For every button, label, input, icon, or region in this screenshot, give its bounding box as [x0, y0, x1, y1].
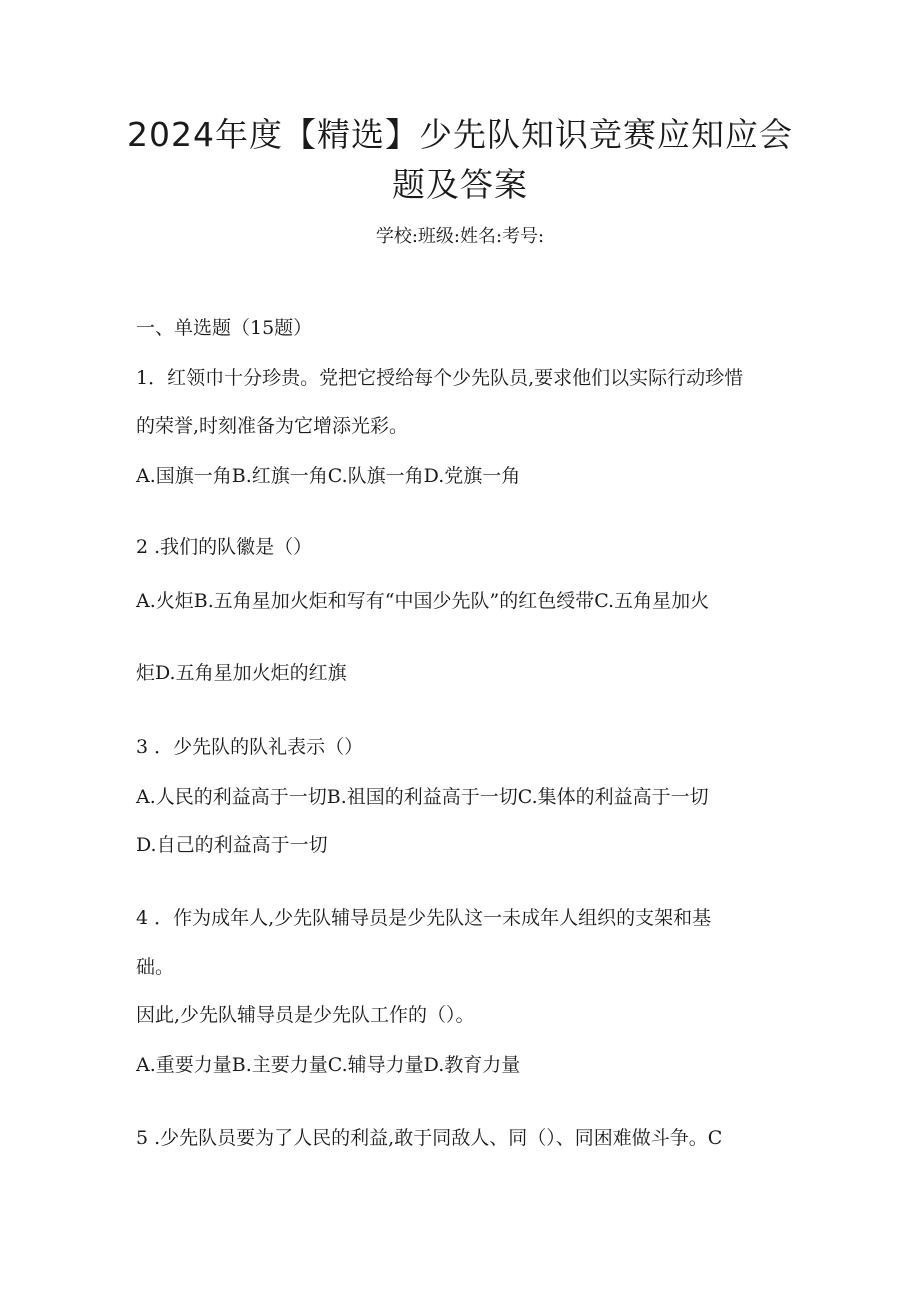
question-4-text: 4 ．作为成年人,少先队辅导员是少先队这一未成年人组织的支架和基 [136, 907, 712, 929]
question-1-text: 的荣誉,时刻准备为它增添光彩。 [136, 415, 409, 437]
question-5-text: 5 .少先队员要为了人民的利益,敢于同敌人、同（）、同困难做斗争。C [136, 1127, 723, 1149]
document-title-line-1: 2024年度【精选】少先队知识竞赛应知应会 [127, 115, 793, 154]
section-heading: 一、单选题（15题） [136, 317, 313, 339]
question-3-options: A.人民的利益高于一切B.祖国的利益高于一切C.集体的利益高于一切 [136, 786, 709, 808]
document-title-line-2: 题及答案 [392, 165, 528, 204]
question-2-text: 2 .我们的队徽是（） [136, 536, 313, 558]
question-4-text: 因此,少先队辅导员是少先队工作的（）。 [136, 1004, 475, 1026]
question-2-options: 炬D.五角星加火炬的红旗 [136, 662, 347, 684]
question-1-text: 1．红领巾十分珍贵。党把它授给每个少先队员,要求他们以实际行动珍惜 [136, 367, 744, 389]
question-1-options: A.国旗一角B.红旗一角C.队旗一角D.党旗一角 [136, 465, 521, 487]
question-4-text: 础。 [136, 956, 175, 978]
question-4-options: A.重要力量B.主要力量C.辅导力量D.教育力量 [136, 1054, 521, 1076]
question-3-text: 3 ．少先队的队礼表示（） [136, 736, 364, 758]
question-3-options: D.自己的利益高于一切 [136, 834, 328, 856]
student-info-line: 学校:班级:姓名:考号: [375, 226, 545, 247]
question-2-options: A.火炬B.五角星加火炬和写有“中国少先队”的红色绶带C.五角星加火 [136, 590, 710, 612]
